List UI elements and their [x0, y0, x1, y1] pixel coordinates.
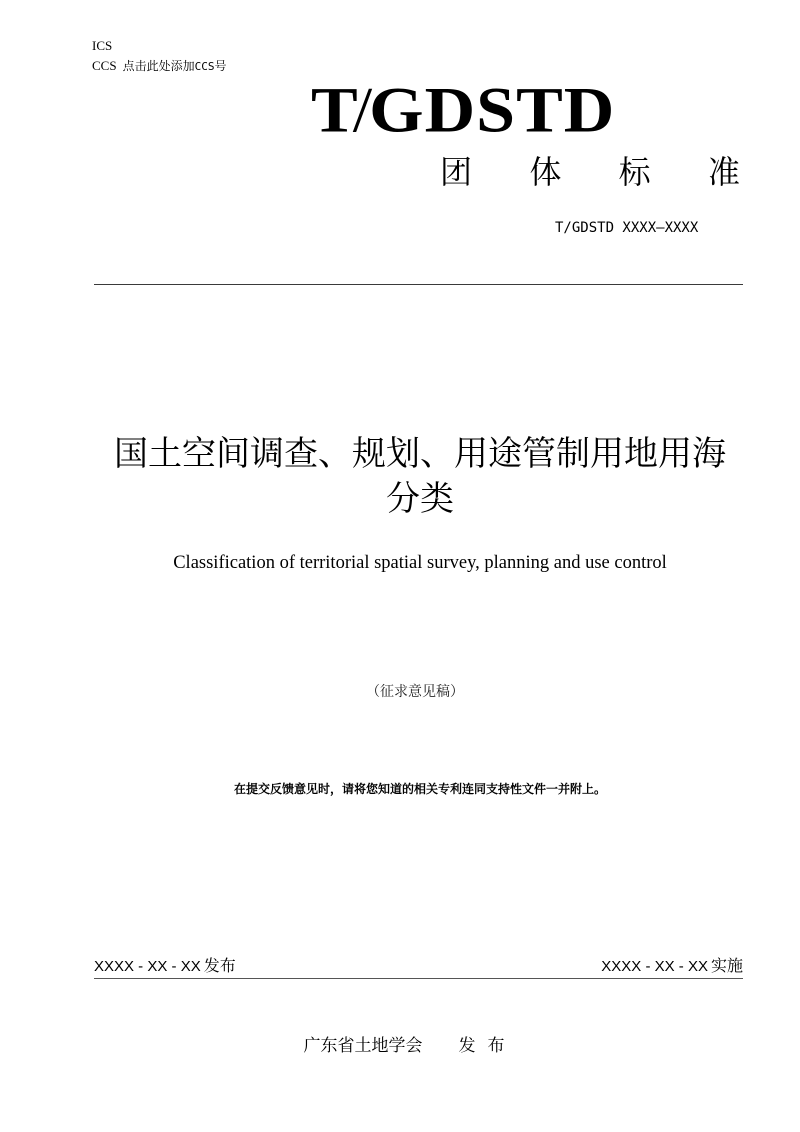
issue-verb: 发布 [458, 1036, 517, 1056]
date-row [94, 954, 743, 978]
implement-date: XXXX - XX - XX [601, 958, 708, 975]
standard-number: T/GDSTD XXXX—XXXX [555, 220, 699, 236]
ccs-placeholder-field[interactable] [123, 59, 227, 73]
title-line-1: 国土空间调查、规划、用途管制用地用海 [114, 434, 726, 474]
standard-type [440, 152, 740, 192]
logo-prefix: T [311, 75, 359, 147]
logo-slash: / [352, 75, 374, 147]
issuer-name: 广东省土地学会 [303, 1036, 423, 1056]
ccs-placeholder-suffix: 号 [214, 59, 227, 73]
ics-label: ICS [92, 38, 113, 53]
standard-type-char: 体 [529, 153, 562, 191]
title-line-2: 分类 [386, 479, 454, 519]
standard-logo [311, 75, 671, 147]
patent-notice: 在提交反馈意见时，请将您知道的相关专利连同支持性文件一并附上。 [233, 782, 606, 796]
ccs-line [92, 58, 226, 75]
implement-date-group [601, 955, 743, 978]
publish-date-group [94, 955, 236, 978]
draft-stage-label: （征求意见稿） [366, 684, 464, 700]
ccs-placeholder-prefix: 点击此处添加 [122, 59, 195, 73]
standard-type-char: 标 [618, 153, 651, 191]
document-title-english: Classification of territorial spatial survey, planning and use control [173, 553, 667, 573]
standard-type-char: 团 [440, 153, 473, 191]
publish-label: 发布 [203, 956, 236, 975]
bottom-divider [94, 978, 743, 979]
implement-label: 实施 [710, 956, 743, 975]
logo-name: GDSTD [369, 75, 616, 147]
document-title-chinese [80, 432, 760, 522]
top-divider [94, 284, 743, 285]
ccs-placeholder-code: CCS [194, 60, 215, 73]
issuer-line [200, 1034, 620, 1058]
publish-date: XXXX - XX - XX [94, 958, 201, 975]
standard-type-char: 准 [707, 153, 740, 191]
ccs-label: CCS [92, 58, 117, 73]
